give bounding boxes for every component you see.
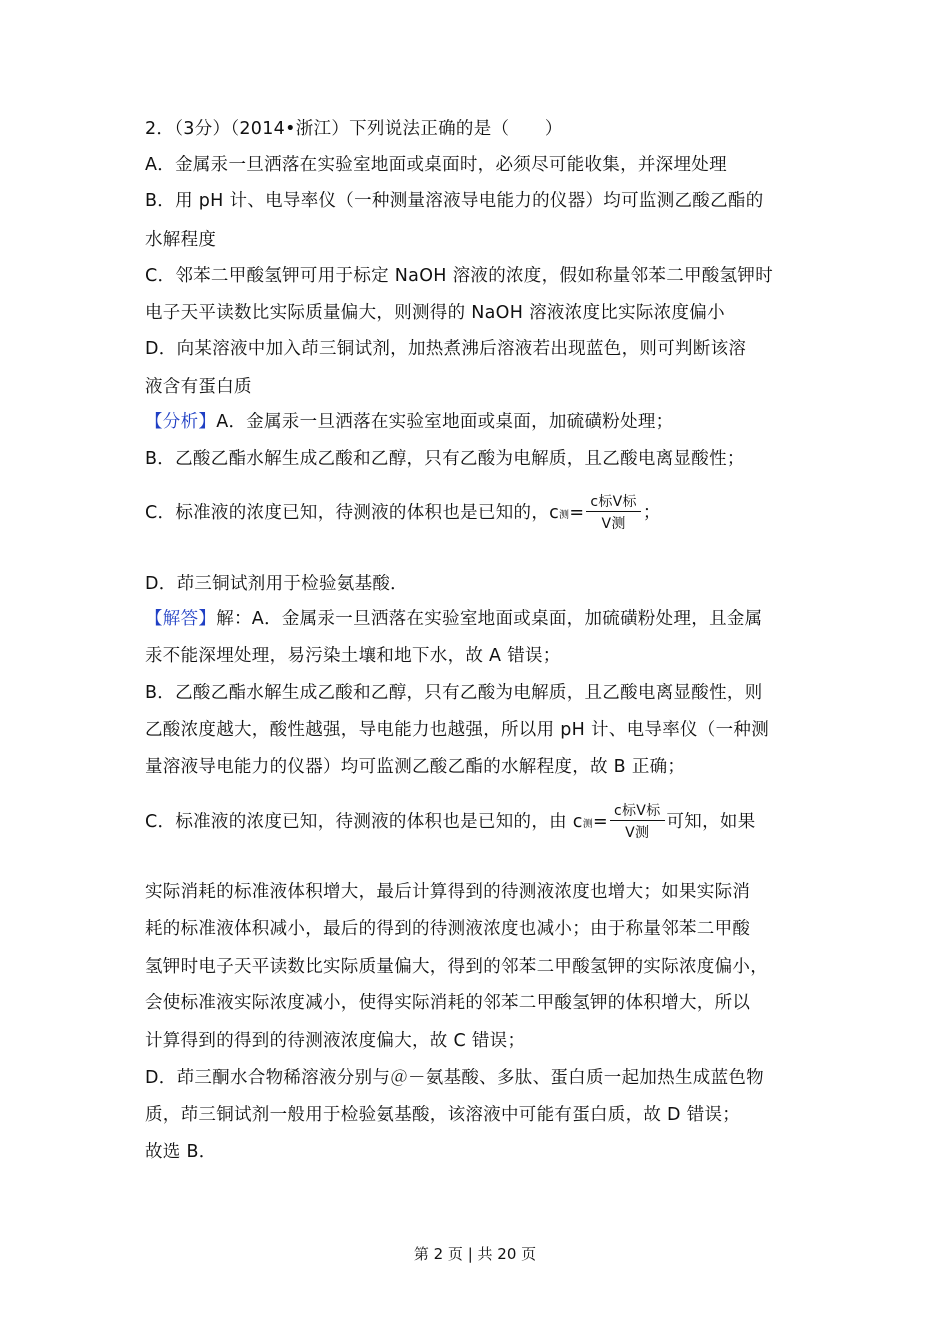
solution-line-b3: 量溶液导电能力的仪器）均可监测乙酸乙酯的水解程度，故 B 正确； [145, 757, 686, 777]
solution-prefix: 解：A．金属汞一旦洒落在实验室地面或桌面，加硫磺粉处理，且金属 [216, 609, 763, 629]
den-v-sub: 测 [611, 516, 626, 532]
solution-c-symbol: c [572, 812, 583, 832]
solution-line-c1 [145, 803, 756, 841]
solution-c-end: 可知，如果 [666, 812, 756, 832]
solution-line-c2: 实际消耗的标准液体积增大，最后计算得到的待测液浓度也增大；如果实际消 [145, 882, 751, 902]
page-footer: 第 2 页 | 共 20 页 [413, 1245, 537, 1263]
num-v-sub: 标 [622, 494, 637, 510]
option-c-line1: C．邻苯二甲酸氢钾可用于标定 NaOH 溶液的浓度，假如称量邻苯二甲酸氢钾时 [145, 266, 773, 286]
solution-line-b2: 乙酸浓度越大，酸性越强，导电能力也越强，所以用 pH 计、电导率仪（一种测 [145, 720, 769, 740]
den-v: V [601, 516, 612, 532]
option-b-line1: B．用 pH 计、电导率仪（一种测量溶液导电能力的仪器）均可监测乙酸乙酯的 [145, 191, 764, 211]
option-b-line2: 水解程度 [145, 230, 217, 250]
solution-c-text: C．标准液的浓度已知，待测液的体积也是已知的，由 [145, 812, 573, 832]
solution-line-a1 [145, 607, 762, 631]
num-v-sub: 标 [646, 803, 661, 819]
solution-line-c5: 会使标准液实际浓度减小，使得实际消耗的邻苯二甲酸氢钾的体积增大，所以 [145, 993, 751, 1013]
solution-c-equals: = [593, 812, 608, 832]
question-stem: 2．（3分）（2014•浙江）下列说法正确的是（ ） [145, 119, 563, 139]
analysis-tag: 【分析】 [145, 412, 217, 432]
option-d-line1: D．向某溶液中加入茚三铜试剂，加热煮沸后溶液若出现蓝色，则可判断该溶 [145, 339, 747, 359]
solution-line-c6: 计算得到的得到的待测液浓度偏大，故 C 错误； [145, 1031, 526, 1051]
solution-line-d1: D．茚三酮水合物稀溶液分别与＠－氨基酸、多肽、蛋白质一起加热生成蓝色物 [145, 1068, 764, 1088]
num-c: c [613, 803, 622, 819]
solution-fraction [610, 803, 665, 841]
solution-line-c4: 氢钾时电子天平读数比实际质量偏大，得到的邻苯二甲酸氢钾的实际浓度偏小， [145, 957, 768, 977]
solution-line-a2: 汞不能深埋处理，易污染土壤和地下水，故 A 错误； [145, 646, 561, 666]
num-v: V [612, 494, 623, 510]
option-c-line2: 电子天平读数比实际质量偏大，则测得的 NaOH 溶液浓度比实际浓度偏小 [145, 303, 725, 323]
analysis-line-c [145, 494, 661, 532]
fraction-numerator [610, 803, 665, 821]
fraction-numerator [586, 494, 641, 512]
num-v: V [636, 803, 647, 819]
fraction-denominator [586, 512, 641, 532]
analysis-c-end: ； [642, 503, 661, 523]
option-a: A．金属汞一旦洒落在实验室地面或桌面时，必须尽可能收集，并深埋处理 [145, 155, 727, 175]
analysis-line-b: B．乙酸乙酯水解生成乙酸和乙醇，只有乙酸为电解质，且乙酸电离显酸性； [145, 449, 745, 469]
solution-line-b1: B．乙酸乙酯水解生成乙酸和乙醇，只有乙酸为电解质，且乙酸电离显酸性，则 [145, 683, 763, 703]
solution-final: 故选 B． [145, 1142, 217, 1162]
den-v-sub: 测 [635, 825, 650, 841]
analysis-a-text: A．金属汞一旦洒落在实验室地面或桌面，加硫磺粉处理； [216, 412, 674, 432]
num-c-sub: 标 [598, 494, 613, 510]
analysis-line-d: D．茚三铜试剂用于检验氨基酸． [145, 574, 408, 594]
solution-line-d2: 质，茚三铜试剂一般用于检验氨基酸，该溶液中可能有蛋白质，故 D 错误； [145, 1105, 741, 1125]
num-c: c [590, 494, 599, 510]
solution-tag: 【解答】 [145, 609, 217, 629]
solution-c-subscript: 测 [582, 819, 594, 830]
analysis-c-symbol: c [549, 503, 560, 523]
analysis-fraction [586, 494, 641, 532]
analysis-c-text: C．标准液的浓度已知，待测液的体积也是已知的， [145, 503, 550, 523]
analysis-c-equals: = [569, 503, 585, 523]
analysis-line-a [145, 410, 673, 434]
analysis-c-subscript: 测 [559, 510, 570, 521]
num-c-sub: 标 [621, 803, 637, 819]
option-d-line2: 液含有蛋白质 [145, 377, 252, 397]
den-v: V [625, 825, 636, 841]
solution-line-c3: 耗的标准液体积减小，最后的得到的待测液浓度也减小；由于称量邻苯二甲酸 [145, 919, 751, 939]
fraction-denominator [610, 821, 665, 841]
